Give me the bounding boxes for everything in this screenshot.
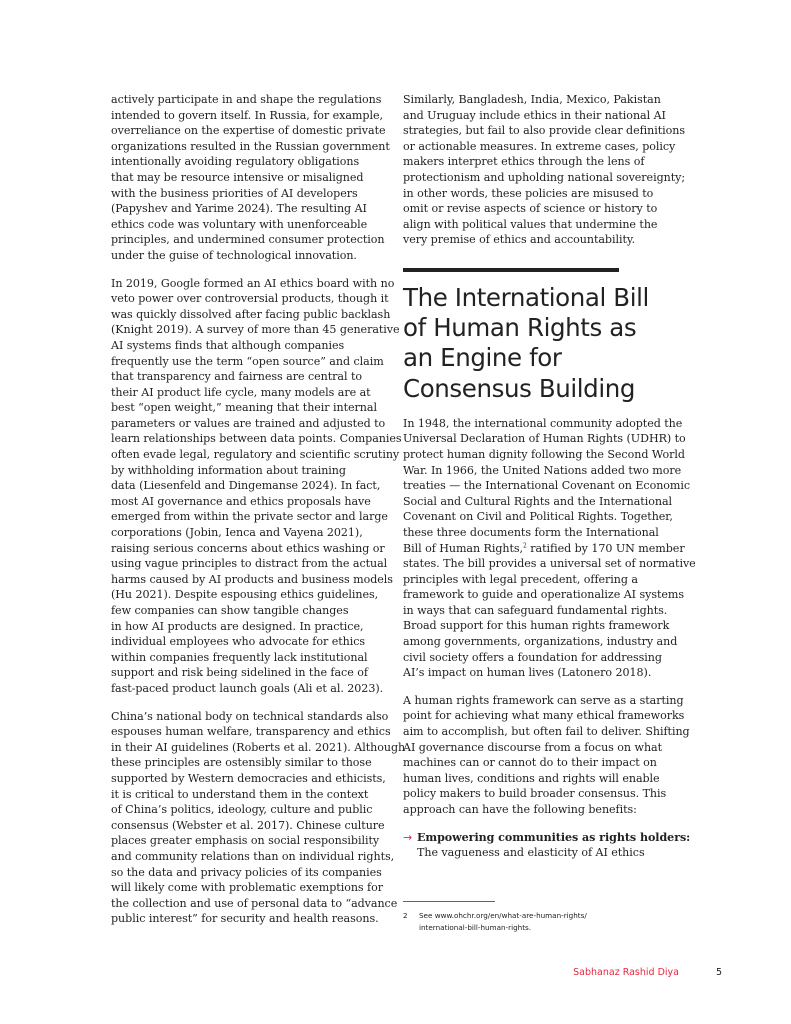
footer-author: Sabhanaz Rashid Diya — [573, 967, 679, 978]
text-line: by withholding information about training — [111, 463, 346, 477]
text-line: framework to guide and operationalize AI systems — [403, 588, 685, 602]
text-line: AI systems finds that although companies — [111, 338, 345, 352]
text-line: often evade legal, regulatory and scientific scrutiny — [111, 448, 400, 462]
text-line: most AI governance and ethics proposals have — [111, 494, 371, 508]
text-line: in how AI products are designed. In practice, — [111, 619, 364, 633]
text-line: organizations resulted in the Russian government — [111, 139, 390, 153]
text-line: and community relations than on individual rights, — [111, 849, 395, 863]
text-line: protectionism and upholding national sovereignty; — [403, 170, 686, 184]
paragraph-russia — [111, 92, 391, 264]
text-line: very premise of ethics and accountability. — [403, 233, 636, 247]
text-line: or actionable measures. In extreme cases, policy — [403, 139, 676, 153]
text-line: their AI product life cycle, many models are at — [111, 385, 371, 399]
paragraph-udhr — [403, 416, 696, 681]
text-line: within companies frequently lack institutional — [111, 650, 368, 664]
text-line: supported by Western democracies and ethicists, — [111, 771, 386, 785]
text-line: fast-paced product launch goals (Ali et al. 2023). — [111, 681, 384, 695]
text-line: public interest” for security and health reasons. — [111, 912, 379, 926]
paragraph-google — [111, 276, 402, 697]
text-line: principles with legal precedent, offering a — [403, 572, 638, 586]
text-line: actively participate in and shape the regulations — [111, 93, 382, 106]
text-line: civil society offers a foundation for addressing — [403, 650, 662, 664]
text-line: support and risk being sidelined in the face of — [111, 666, 368, 680]
heading-rule — [403, 268, 619, 272]
paragraph-framework — [403, 693, 690, 818]
text-line: harms caused by AI products and business models — [111, 572, 393, 586]
text-line: principles, and undermined consumer protection — [111, 233, 385, 247]
text-line: in their AI guidelines (Roberts et al. 2021). Although — [111, 740, 406, 754]
bullet-item — [403, 830, 691, 861]
text-line: align with political values that undermine the — [403, 217, 658, 231]
text-line: in ways that can safeguard fundamental rights. — [403, 603, 668, 617]
text-line: ethics code was voluntary with unenforceable — [111, 217, 368, 231]
text-line: China’s national body on technical standards also — [111, 709, 389, 723]
text-line: among governments, organizations, industry and — [403, 635, 678, 649]
text-line: human lives, conditions and rights will enable — [403, 771, 660, 785]
text-line: Broad support for this human rights framework — [403, 619, 670, 633]
heading-line: Consensus Building — [403, 373, 636, 403]
text-line: makers interpret ethics through the lens of — [403, 155, 645, 169]
text-line: that may be resource intensive or misaligned — [111, 170, 364, 184]
paragraph-national-strategies — [403, 92, 686, 248]
text-line: (Knight 2019). A survey of more than 45 generative — [111, 323, 400, 337]
text-line: parameters or values are trained and adjusted to — [111, 416, 386, 430]
text-segment: Bill of Human Rights, — [403, 541, 524, 555]
text-line: machines can or cannot do to their impact on — [403, 756, 657, 770]
bullet-line — [417, 830, 691, 846]
text-line: Universal Declaration of Human Rights (UDHR) to — [403, 432, 686, 446]
footnote-text — [419, 910, 587, 934]
text-line: policy makers to build broader consensus. This — [403, 787, 667, 801]
text-line: aim to accomplish, but often fail to deliver. Shifting — [403, 725, 690, 739]
text-line: so the data and privacy policies of its companies — [111, 865, 382, 879]
text-line: consensus (Webster et al. 2017). Chinese culture — [111, 818, 385, 832]
text-line: data (Liesenfeld and Dingemanse 2024). In fact, — [111, 479, 381, 493]
text-line: A human rights framework can serve as a starting — [403, 693, 684, 707]
text-line: espouses human welfare, transparency and ethics — [111, 725, 391, 739]
footnote-line-2: international-bill-human-rights. — [419, 923, 532, 932]
text-line: using vague principles to distract from the actual — [111, 557, 388, 571]
text-line: omit or revise aspects of science or history to — [403, 202, 658, 216]
text-line: overreliance on the expertise of domestic private — [111, 124, 386, 138]
text-line-with-footnote — [403, 541, 685, 557]
left-column — [111, 92, 406, 939]
page-number: 5 — [716, 967, 723, 978]
text-line: veto power over controversial products, though it — [111, 292, 389, 306]
text-line: approach can have the following benefits: — [403, 803, 637, 816]
text-line: these three documents form the International — [403, 525, 659, 539]
text-line: best “open weight,” meaning that their internal — [111, 401, 377, 415]
text-line: learn relationships between data points. Companies — [111, 432, 402, 446]
text-line: strategies, but fail to also provide clear definitions — [403, 124, 686, 138]
footnote-number: 2 — [403, 911, 408, 920]
footnote-marker[interactable]: 2 — [523, 541, 527, 549]
text-line: in other words, these policies are misused to — [403, 186, 654, 200]
bullet-title: Empowering communities as rights holders: — [417, 830, 691, 844]
text-line: under the guise of technological innovation. — [111, 248, 357, 262]
bullet-text: The vagueness and elasticity of AI ethics — [417, 846, 645, 860]
text-line: will likely come with problematic exemptions for — [111, 881, 383, 895]
section-heading — [403, 283, 679, 404]
arrow-icon: → — [403, 830, 413, 844]
text-segment: ratified by 170 UN member — [526, 541, 685, 555]
text-line: raising serious concerns about ethics washing or — [111, 541, 385, 555]
text-line: AI’s impact on human lives (Latonero 2018). — [403, 666, 652, 680]
text-line: AI governance discourse from a focus on what — [403, 740, 663, 754]
text-line: individual employees who advocate for ethics — [111, 635, 366, 649]
text-line: Social and Cultural Rights and the International — [403, 494, 673, 508]
heading-line: of Human Rights as — [403, 313, 637, 343]
paragraph-china — [111, 709, 406, 927]
text-line: these principles are ostensibly similar to those — [111, 756, 372, 770]
text-line: intentionally avoiding regulatory obligations — [111, 155, 360, 169]
text-line: was quickly dissolved after facing public backlash — [111, 307, 391, 321]
text-line: few companies can show tangible changes — [111, 604, 349, 617]
text-line: of China’s politics, ideology, culture and public — [111, 803, 373, 817]
right-column — [403, 92, 696, 861]
heading-line: an Engine for — [403, 343, 562, 373]
text-line: that transparency and fairness are central to — [111, 370, 363, 384]
text-line: emerged from within the private sector and large — [111, 510, 388, 524]
footnote-line-1: See www.ohchr.org/en/what-are-human-rights/ — [419, 911, 587, 920]
text-line: the collection and use of personal data to “advance — [111, 896, 398, 910]
footnote-divider — [403, 901, 495, 902]
text-line: frequently use the term “open source” and claim — [111, 354, 384, 368]
text-line: states. The bill provides a universal set of normative — [403, 557, 696, 571]
text-line: protect human dignity following the Second World — [403, 447, 685, 461]
text-line: In 1948, the international community adopted the — [403, 416, 683, 430]
text-line: corporations (Jobin, Ienca and Vayena 2021), — [111, 526, 363, 540]
heading-line: The International Bill — [403, 282, 649, 312]
text-line: places greater emphasis on social responsibility — [111, 834, 380, 848]
text-line: intended to govern itself. In Russia, for example, — [111, 108, 383, 122]
text-line: it is critical to understand them in the context — [111, 787, 369, 801]
text-line: War. In 1966, the United Nations added two more — [403, 463, 682, 477]
text-line: treaties — the International Covenant on Economic — [403, 479, 691, 493]
text-line: Similarly, Bangladesh, India, Mexico, Pakistan — [403, 93, 661, 106]
text-line: and Uruguay include ethics in their national AI — [403, 108, 666, 122]
text-line: Covenant on Civil and Political Rights. Together, — [403, 510, 673, 524]
text-line: with the business priorities of AI developers — [111, 186, 358, 200]
text-line: point for achieving what many ethical frameworks — [403, 709, 685, 723]
text-line: (Papyshev and Yarime 2024). The resulting AI — [111, 202, 367, 216]
text-line: (Hu 2021). Despite espousing ethics guidelines, — [111, 588, 379, 602]
text-line: In 2019, Google formed an AI ethics board with no — [111, 276, 395, 290]
